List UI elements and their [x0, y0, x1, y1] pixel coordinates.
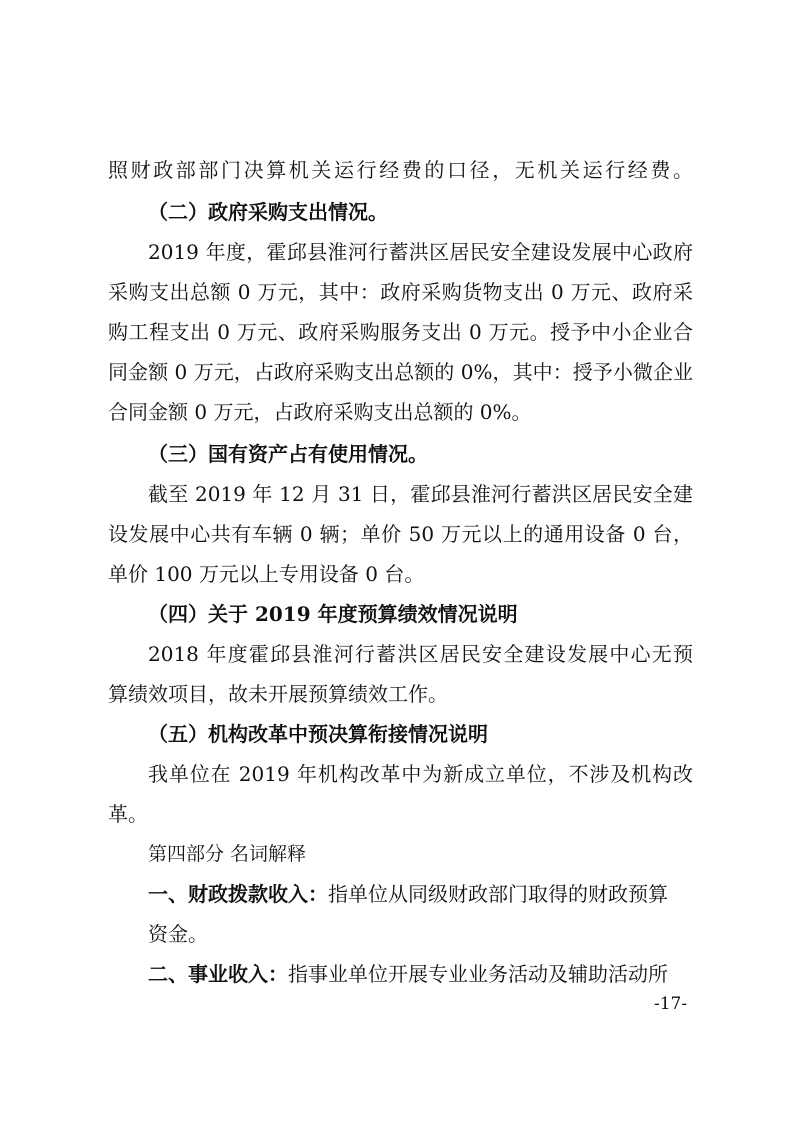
term-label: 二、事业收入： [148, 962, 288, 986]
section-heading: （四）关于 2019 年度预算绩效情况说明 [148, 602, 518, 626]
body-text-line: 截至 2019 年 12 月 31 日，霍邱县淮河行蓄洪区居民安全建 [148, 482, 693, 506]
body-text-line: 采购支出总额 0 万元，其中：政府采购货物支出 0 万元、政府采 [108, 280, 693, 304]
body-text-line: 单价 100 万元以上专用设备 0 台。 [108, 562, 425, 586]
term-text: 指事业单位开展专业业务活动及辅助活动所 [288, 962, 668, 986]
body-text-line: 我单位在 2019 年机构改革中为新成立单位，不涉及机构改 [148, 762, 693, 786]
body-text-line: 资金。 [148, 922, 208, 946]
body-text-line: 照财政部部门决算机关运行经费的口径，无机关运行经费。 [108, 158, 693, 182]
term-definition-line [148, 962, 693, 986]
body-text-line: 合同金额 0 万元，占政府采购支出总额的 0%。 [108, 400, 532, 424]
body-text-line: 革。 [108, 802, 148, 826]
section-heading: （三）国有资产占有使用情况。 [148, 442, 428, 466]
body-text-line: 同金额 0 万元，占政府采购支出总额的 0%，其中：授予小微企业 [108, 360, 693, 384]
term-text: 指单位从同级财政部门取得的财政预算 [328, 882, 668, 906]
body-text-line: 2019 年度，霍邱县淮河行蓄洪区居民安全建设发展中心政府 [148, 240, 693, 264]
body-text-line: 算绩效项目，故未开展预算绩效工作。 [108, 682, 448, 706]
page-number: -17- [654, 994, 688, 1014]
body-text-line: 2018 年度霍邱县淮河行蓄洪区居民安全建设发展中心无预 [148, 642, 693, 666]
part-heading: 第四部分 名词解释 [148, 843, 307, 865]
body-text-line: 购工程支出 0 万元、政府采购服务支出 0 万元。授予中小企业合 [108, 320, 693, 344]
term-label: 一、财政拨款收入： [148, 882, 328, 906]
section-heading: （五）机构改革中预决算衔接情况说明 [148, 722, 488, 746]
section-heading: （二）政府采购支出情况。 [148, 200, 388, 224]
body-text-line: 设发展中心共有车辆 0 辆；单价 50 万元以上的通用设备 0 台， [108, 522, 693, 546]
term-definition-line [148, 882, 693, 906]
